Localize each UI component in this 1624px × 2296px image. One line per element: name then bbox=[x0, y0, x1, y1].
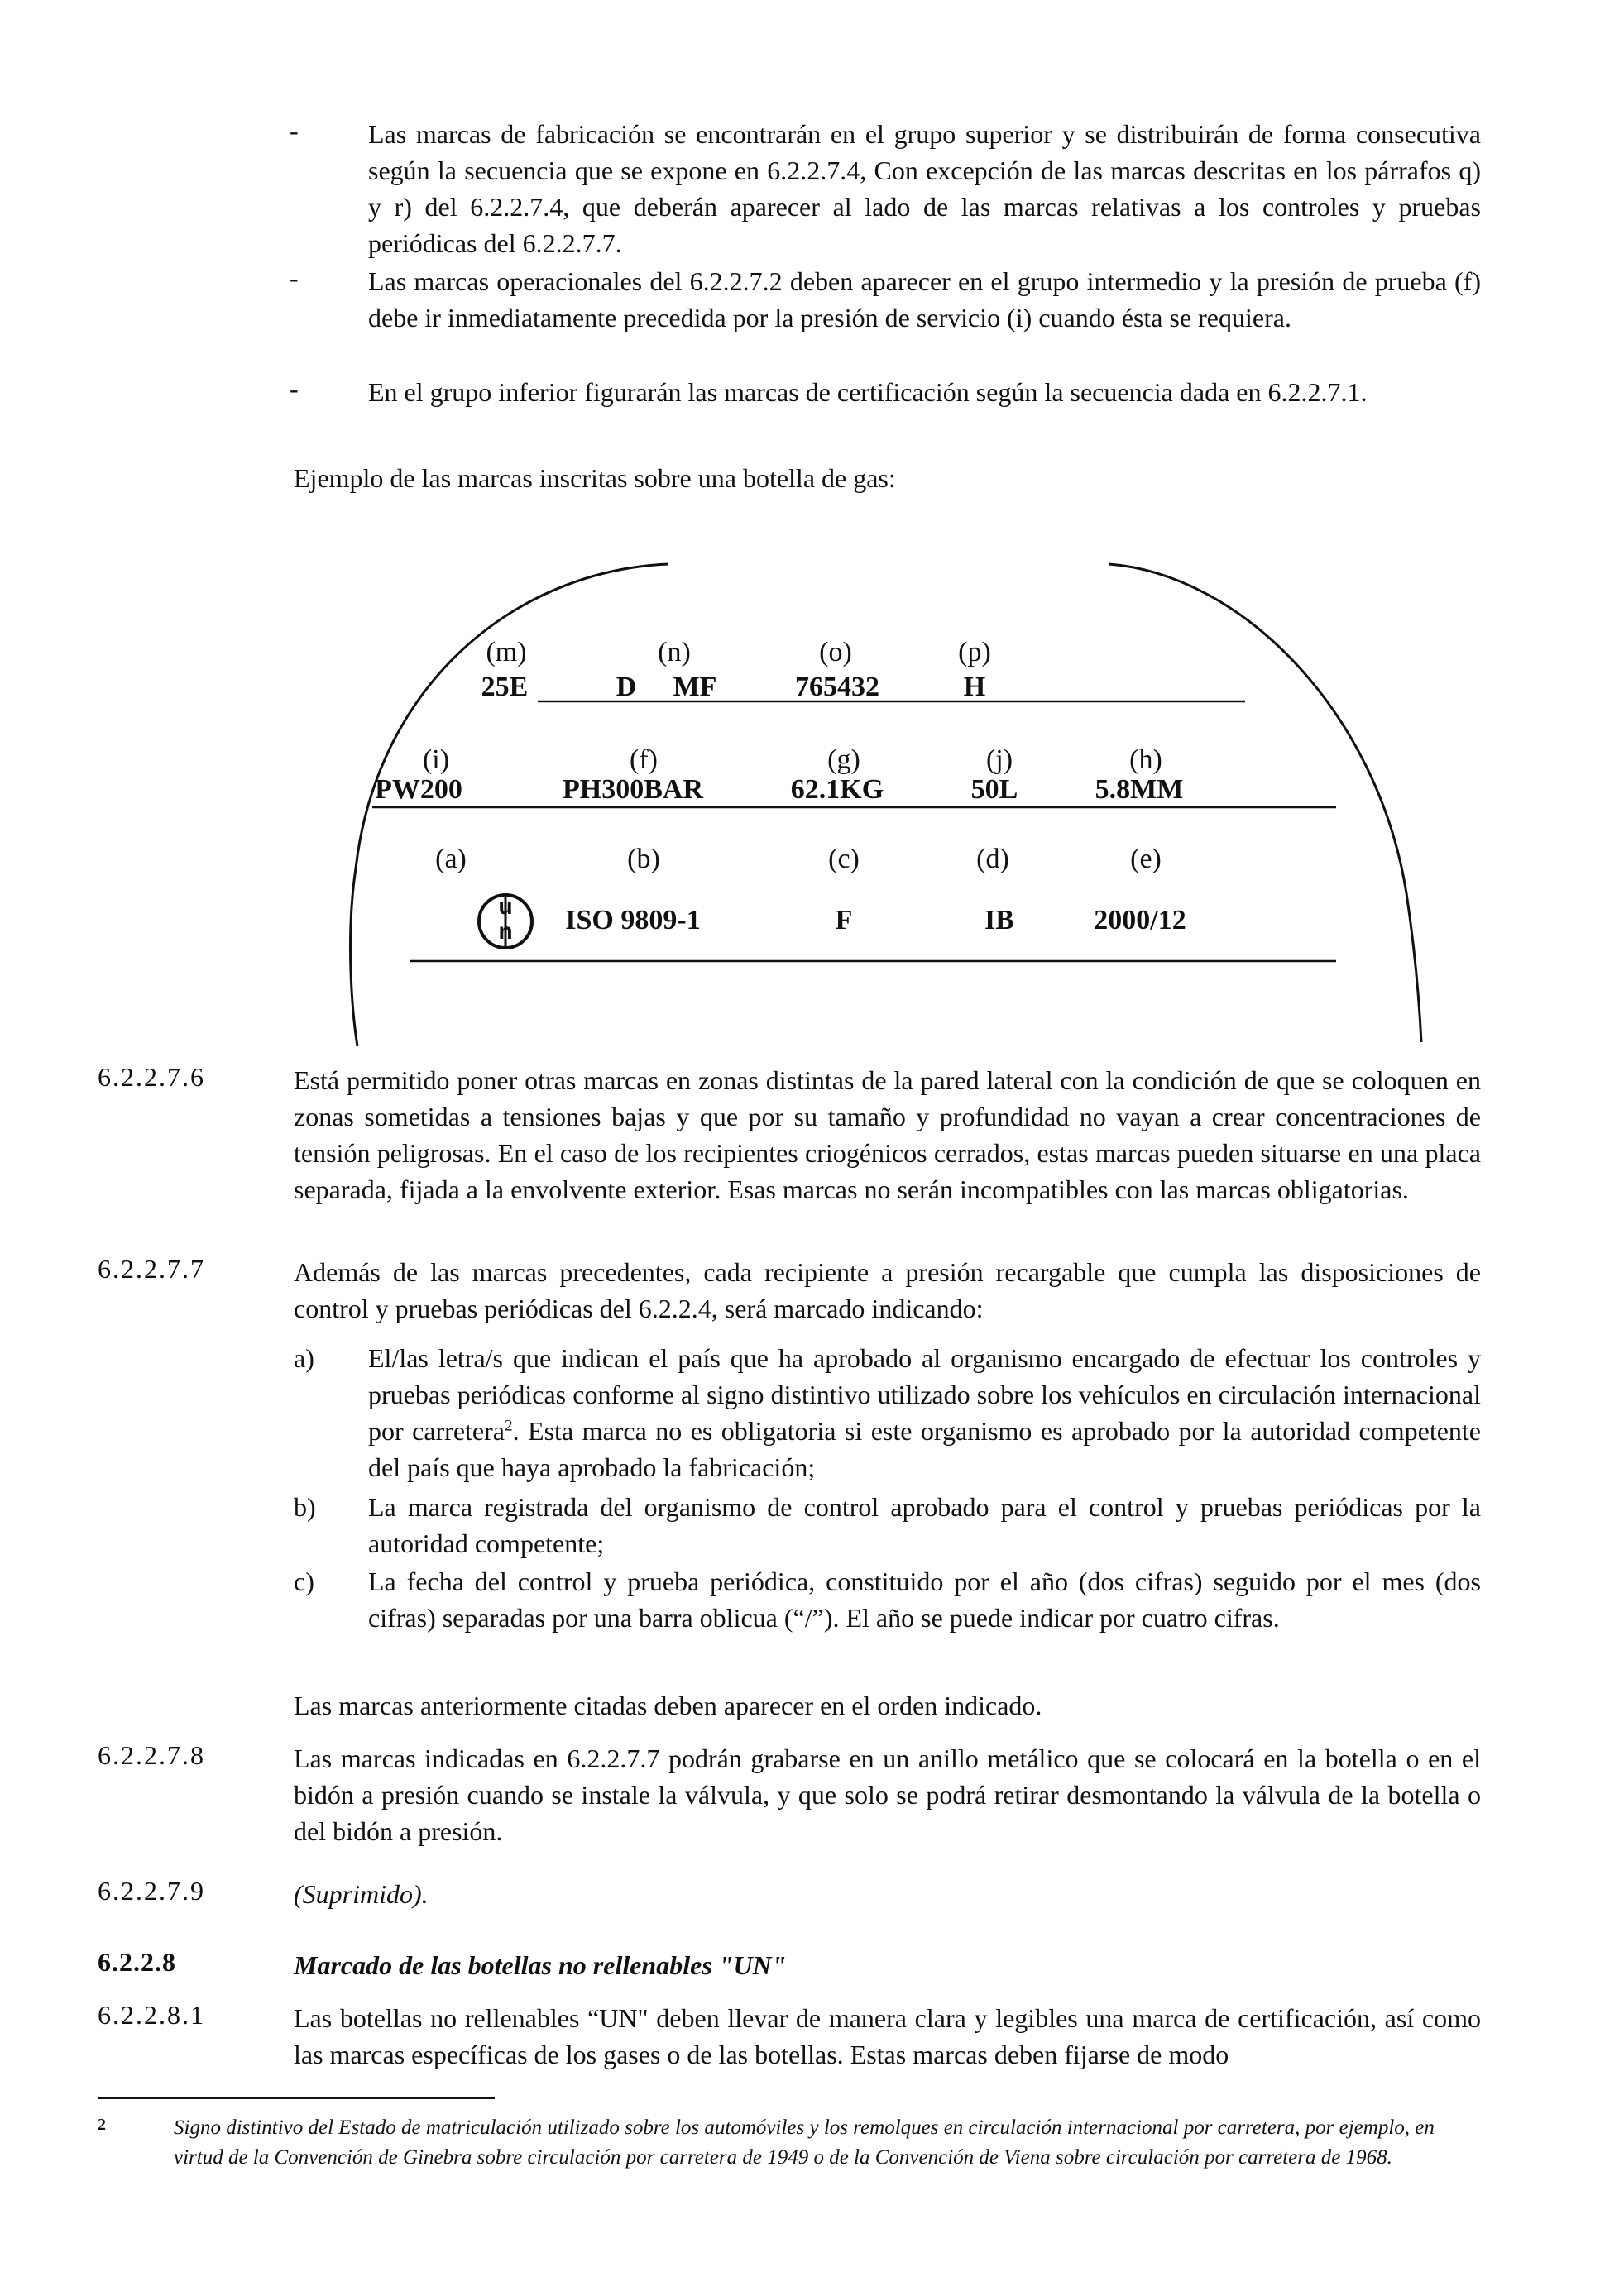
cylinder-outline bbox=[0, 546, 1624, 1067]
list-item-label: a) bbox=[294, 1343, 314, 1373]
marking-label: (n) bbox=[658, 637, 691, 667]
marking-label: (e) bbox=[1130, 844, 1162, 874]
section-number: 6.2.2.8.1 bbox=[98, 2000, 205, 2030]
marking-label: (a) bbox=[435, 844, 467, 874]
un-packaging-symbol-icon bbox=[476, 892, 535, 951]
footnote-number: 2 bbox=[98, 2116, 106, 2134]
marking-label: (p) bbox=[958, 637, 991, 667]
section-text: Las marcas indicadas en 6.2.2.7.7 podrán grabarse en un anillo metálico que se colocará en la botella o en el bidón a presión cuando se instale la válvula, y que solo se podrá retirar desmontando la válvula de la botella o del bidón a presión. bbox=[294, 1744, 1481, 1846]
list-item-label: c) bbox=[294, 1567, 314, 1596]
marking-value: PH300BAR bbox=[563, 774, 703, 805]
section-closing: Las marcas anteriormente citadas deben aparecer en el orden indicado. bbox=[294, 1691, 1042, 1720]
bullet-marker: - bbox=[290, 263, 299, 293]
section-text: Además de las marcas precedentes, cada recipiente a presión recargable que cumpla las disposiciones de control y pruebas periódicas del 6.2.2.4, será marcado indicando: bbox=[294, 1257, 1481, 1323]
marking-value: 62.1KG bbox=[790, 774, 884, 805]
marking-value: 2000/12 bbox=[1094, 905, 1186, 935]
section-number: 6.2.2.7.9 bbox=[98, 1876, 205, 1906]
un-symbol-n: n bbox=[498, 918, 513, 944]
list-item-text: El/las letra/s que indican el país que ha aprobado al organismo encargado de efectuar los controles y pruebas periódicas conforme al signo distintivo utilizado sobre los vehículos en circulación internacional por carretera$^2$. Esta marca no es obligatoria si este organismo es aprobado por la autoridad competente del país que haya aprobado la fabricación; bbox=[368, 1343, 1482, 1482]
marking-value: PW200 bbox=[375, 774, 462, 805]
marking-label: (b) bbox=[627, 844, 660, 874]
marking-value: H bbox=[963, 672, 986, 702]
section-number: 6.2.2.7.7 bbox=[98, 1254, 205, 1284]
section-text: Está permitido poner otras marcas en zonas distintas de la pared lateral con la condición de que se coloquen en zonas sometidas a tensiones bajas y que por su tamaño y profundidad no vayan a crear concentraciones de tensión peligrosas. En el caso de los recipientes criogénicos cerrados, estas marcas pueden situarse en una placa separada, fijada a la envolvente exterior. Esas marcas no serán incompatibles con las marcas obligatorias. bbox=[294, 1065, 1481, 1204]
example-intro: Ejemplo de las marcas inscritas sobre una botella de gas: bbox=[294, 463, 896, 493]
marking-label: (h) bbox=[1129, 744, 1162, 775]
marking-label: (d) bbox=[976, 844, 1009, 874]
marking-label: (m) bbox=[486, 637, 527, 667]
marking-label: (o) bbox=[819, 637, 852, 667]
marking-label: (g) bbox=[827, 744, 860, 775]
marking-label: (c) bbox=[828, 844, 860, 874]
list-item-label: b) bbox=[294, 1492, 316, 1522]
marking-label: (f) bbox=[630, 744, 658, 775]
bullet-marker: - bbox=[290, 116, 299, 146]
heading-title: Marcado de las botellas no rellenables "UN" bbox=[294, 1950, 787, 1980]
cylinder-marking-diagram bbox=[0, 546, 1624, 1067]
marking-value: ISO 9809-1 bbox=[565, 905, 701, 935]
list-item-text: La fecha del control y prueba periódica, constituido por el año (dos cifras) seguido por el mes (dos cifras) separadas por una barra oblicua (“/”). El año se puede indicar por cuatro cifras. bbox=[368, 1567, 1481, 1633]
marking-value: 765432 bbox=[795, 672, 879, 702]
bullet-item: Las marcas de fabricación se encontrarán en el grupo superior y se distribuirán de forma consecutiva según la secuencia que se expone en 6.2.2.7.4, Con excepción de las marcas descritas en los párrafos q) y r) del 6.2.2.7.4, que deberán aparecer al lado de las marcas relativas a los controles y pruebas periódicas del 6.2.2.7.7. bbox=[368, 119, 1481, 258]
heading-number: 6.2.2.8 bbox=[98, 1947, 176, 1977]
bullet-marker: - bbox=[290, 374, 299, 404]
footnote-ref: 2 bbox=[505, 1417, 513, 1435]
bullet-item: Las marcas operacionales del 6.2.2.7.2 deben aparecer en el grupo intermedio y la presión de prueba (f) debe ir inmediatamente precedida por la presión de servicio (i) cuando ésta se requiera. bbox=[368, 266, 1481, 332]
footnote-text: Signo distintivo del Estado de matriculación utilizado sobre los automóviles y los remolques en circulación internacional por carretera, por ejemplo, en virtud de la Convención de Ginebra sobre circulación por carretera de 1949 o de la Convención de Viena sobre circulación por carretera de 1968. bbox=[174, 2117, 1435, 2169]
footnote-divider bbox=[98, 2097, 495, 2099]
marking-value: 5.8MM bbox=[1095, 774, 1184, 805]
marking-value: MF bbox=[673, 672, 717, 702]
list-item-text: La marca registrada del organismo de control aprobado para el control y pruebas periódicas por la autoridad competente; bbox=[368, 1492, 1481, 1558]
marking-value: IB bbox=[984, 905, 1014, 935]
marking-value: 25E bbox=[481, 672, 529, 702]
marking-value: F bbox=[835, 905, 853, 935]
marking-value: D bbox=[616, 672, 637, 702]
marking-label: (j) bbox=[985, 744, 1013, 775]
marking-value: 50L bbox=[970, 774, 1018, 805]
section-text: Las botellas no rellenables “UN" deben llevar de manera clara y legibles una marca de certificación, así como las marcas específicas de los gases o de las botellas. Estas marcas deben fijarse de modo bbox=[294, 2003, 1481, 2069]
marking-label: (i) bbox=[422, 744, 450, 775]
un-symbol-u: u bbox=[498, 893, 513, 919]
section-number: 6.2.2.7.6 bbox=[98, 1062, 205, 1092]
section-number: 6.2.2.7.8 bbox=[98, 1740, 205, 1770]
bullet-item: En el grupo inferior figurarán las marcas de certificación según la secuencia dada en 6.2.2.7.1. bbox=[368, 377, 1368, 407]
section-text: (Suprimido). bbox=[294, 1879, 429, 1909]
